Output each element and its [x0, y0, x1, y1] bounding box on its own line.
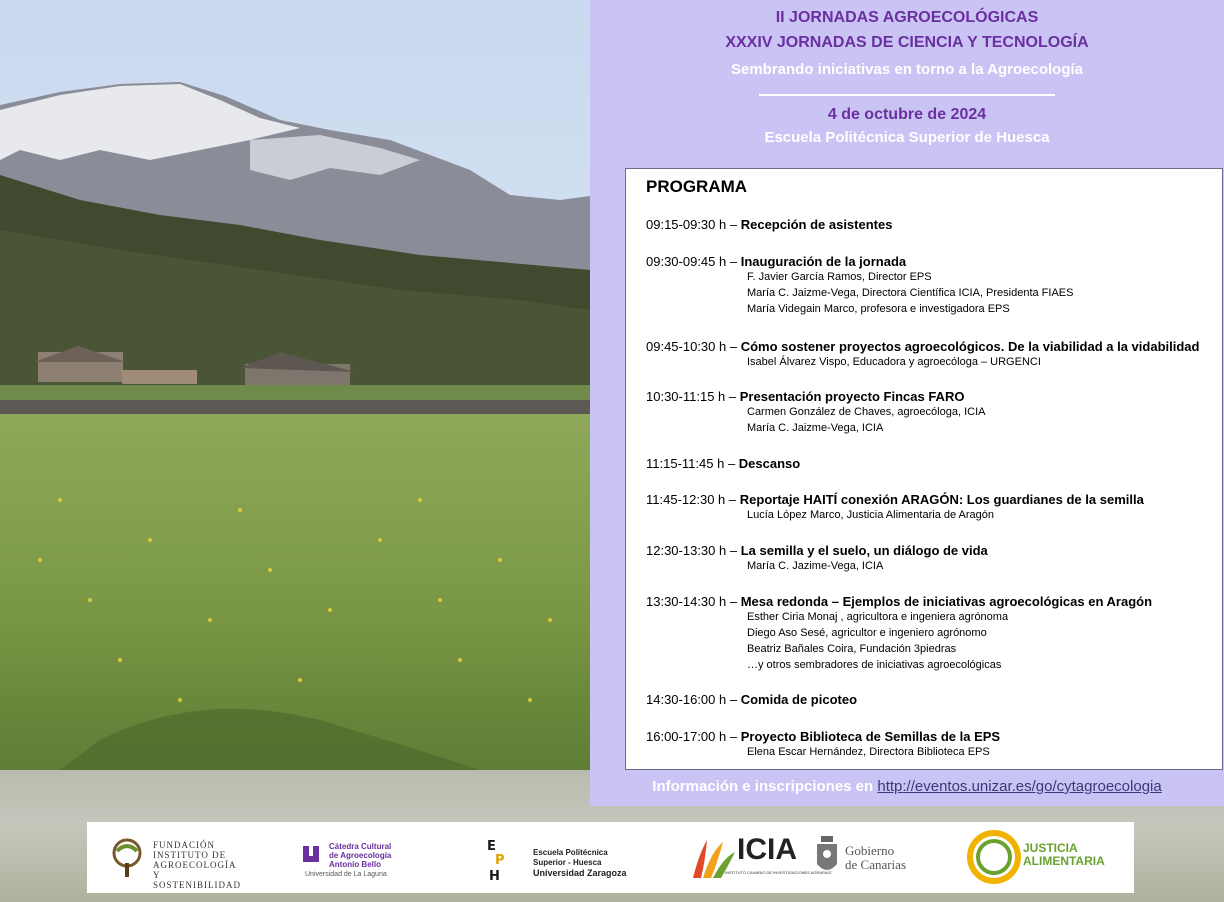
justicia-circle-icon [965, 828, 1025, 886]
icia-name: ICIA [737, 833, 797, 866]
catedra-emblem-icon [301, 844, 323, 864]
item-speaker: Esther Ciria Monaj , agricultora e ingeniera agrónoma [747, 611, 1009, 623]
item-title: Reportaje HAITÍ conexión ARAGÓN: Los guardianes de la semilla [739, 492, 1144, 507]
item-title: Inauguración de la jornada [740, 254, 907, 269]
item-speaker: Beatriz Bañales Coira, Fundación 3piedras [747, 643, 957, 655]
item-title: Descanso [738, 456, 801, 471]
fundacion-line3: AGROECOLOGÍA Y [153, 860, 236, 880]
program-item [646, 339, 1199, 370]
program-item [646, 217, 892, 232]
item-time: 09:30-09:45 h [646, 254, 727, 269]
event-title-line1: II JORNADAS AGROECOLÓGICAS [775, 9, 1039, 26]
program-box [625, 168, 1223, 770]
icia-subtitle: INSTITUTO CANARIO DE INVESTIGACIONES AGRARIAS [725, 870, 832, 875]
item-separator: – [728, 389, 737, 404]
eps-line1: Escuela Politécnica [533, 848, 608, 857]
item-speaker: María C. Jazime-Vega, ICIA [747, 560, 884, 572]
sponsor-logos [87, 822, 1134, 893]
event-venue: Escuela Politécnica Superior de Huesca [764, 129, 1050, 146]
item-speaker: F. Javier García Ramos, Director EPS [747, 271, 932, 283]
item-time: 11:45-12:30 h [646, 492, 726, 507]
canarias-line2: de Canarias [845, 857, 907, 872]
item-separator: – [729, 217, 738, 232]
eps-line2: Superior - Huesca [533, 858, 602, 867]
item-separator: – [728, 492, 737, 507]
item-title: Mesa redonda – Ejemplos de iniciativas agroecológicas en Aragón [740, 594, 1153, 609]
catedra-university: Universidad de La Laguna [305, 871, 387, 878]
svg-text:E: E [487, 839, 496, 854]
fundacion-emblem-icon [107, 837, 147, 881]
canarias-line1: Gobierno [845, 843, 895, 858]
program-item [646, 543, 988, 574]
item-speaker: Diego Aso Sesé, agricultor e ingeniero agrónomo [747, 627, 987, 639]
item-speaker: …y otros sembradores de iniciativas agroecológicas [747, 659, 1002, 671]
item-separator: – [729, 254, 738, 269]
catedra-line2: de Agroecología [329, 851, 392, 860]
justicia-line2: ALIMENTARIA [1023, 854, 1105, 868]
program-item [646, 456, 800, 471]
logo-catedra-antonio-bello [301, 822, 411, 893]
item-title: La semilla y el suelo, un diálogo de vida [740, 543, 988, 558]
item-speaker: Lucía López Marco, Justicia Alimentaria de Aragón [747, 509, 995, 521]
item-separator: – [729, 692, 738, 707]
item-time: 13:30-14:30 h [646, 594, 727, 609]
item-title: Recepción de asistentes [740, 217, 893, 232]
item-time: 09:15-09:30 h [646, 217, 727, 232]
program-title: PROGRAMA [646, 177, 748, 196]
item-time: 10:30-11:15 h [646, 389, 726, 404]
item-separator: – [729, 543, 738, 558]
eps-line3: Universidad Zaragoza [533, 868, 627, 878]
item-separator: – [729, 594, 738, 609]
logo-gobierno-canarias [815, 822, 925, 893]
item-speaker: Elena Escar Hernández, Directora Biblioteca EPS [747, 746, 990, 758]
item-speaker: Carmen González de Chaves, agroecóloga, ICIA [747, 406, 986, 418]
event-date: 4 de octubre de 2024 [827, 106, 987, 123]
event-header [590, 0, 1224, 168]
item-speaker: Isabel Álvarez Vispo, Educadora y agroecóloga – URGENCI [747, 356, 1041, 368]
catedra-line3: Antonio Bello [329, 860, 381, 869]
item-time: 12:30-13:30 h [646, 543, 727, 558]
item-title: Comida de picoteo [740, 692, 858, 707]
item-title: Presentación proyecto Fincas FARO [739, 389, 965, 404]
program-item [646, 692, 857, 707]
item-speaker: María C. Jaizme-Vega, Directora Científica ICIA, Presidenta FIAES [747, 287, 1074, 299]
landscape-photo [0, 0, 590, 770]
fundacion-line1: FUNDACIÓN [153, 840, 216, 850]
catedra-line1: Cátedra Cultural [329, 842, 392, 851]
event-title-line2: XXXIV JORNADAS DE CIENCIA Y TECNOLOGÍA [725, 34, 1089, 51]
logo-icia [689, 822, 832, 893]
item-title: Cómo sostener proyectos agroecológicos. De la viabilidad a la vidabilidad [740, 339, 1200, 354]
registration-link[interactable]: http://eventos.unizar.es/go/cytagroecologia [877, 778, 1162, 795]
item-time: 09:45-10:30 h [646, 339, 727, 354]
program-item [646, 492, 1144, 523]
program-item [646, 729, 1000, 760]
item-separator: – [729, 339, 738, 354]
fundacion-line2: INSTITUTO DE [153, 850, 227, 860]
logo-eps-unizar [485, 822, 645, 893]
svg-text:P: P [495, 853, 505, 868]
item-separator: – [727, 456, 736, 471]
item-time: 16:00-17:00 h [646, 729, 727, 744]
svg-text:H: H [489, 869, 500, 882]
item-speaker: María C. Jaizme-Vega, ICIA [747, 422, 884, 434]
item-time: 14:30-16:00 h [646, 692, 727, 707]
eps-emblem-icon [485, 836, 507, 882]
program-item [646, 594, 1152, 673]
justicia-line1: JUSTICIA [1023, 841, 1078, 855]
item-time: 11:15-11:45 h [646, 456, 725, 471]
logo-justicia-alimentaria [965, 822, 1115, 893]
program-item [646, 254, 1073, 317]
fundacion-line4: SOSTENIBILIDAD [153, 880, 241, 890]
item-title: Proyecto Biblioteca de Semillas de la EPS [740, 729, 1001, 744]
event-subtitle: Sembrando iniciativas en torno a la Agroecología [730, 61, 1084, 78]
item-separator: – [729, 729, 738, 744]
header-divider [759, 94, 1055, 96]
logo-fundacion-iaes [105, 822, 241, 893]
registration-info [590, 770, 1224, 806]
item-speaker: María Videgain Marco, profesora e investigadora EPS [747, 303, 1010, 315]
canarias-shield-icon [815, 836, 839, 878]
registration-label: Información e inscripciones en [652, 778, 874, 795]
program-item [646, 389, 985, 436]
